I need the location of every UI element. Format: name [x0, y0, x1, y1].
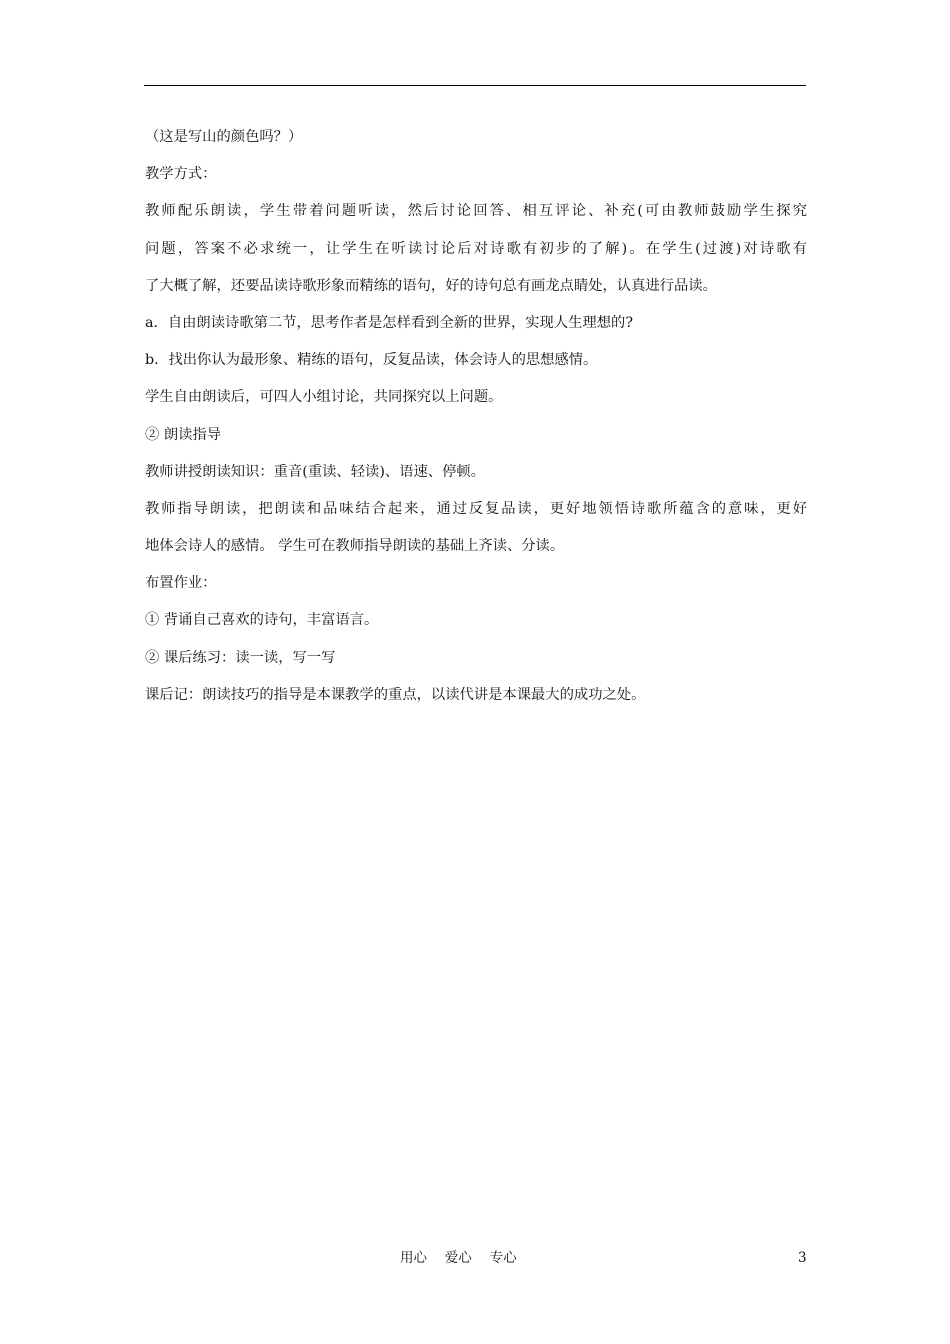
- section-heading-reading-guidance: ② 朗读指导: [145, 426, 222, 443]
- paragraph-line: 问题，答案不必求统一，让学生在听读讨论后对诗歌有初步的了解)。在学生(过渡)对诗歌有: [145, 240, 807, 257]
- paragraph-line: 学生自由朗读后，可四人小组讨论，共同探究以上问题。: [145, 389, 503, 406]
- document-body: [145, 119, 807, 714]
- homework-item-2: ② 课后练习：读一读，写一写: [145, 649, 336, 666]
- page-number: 3: [798, 1250, 807, 1266]
- paragraph-line: 教师配乐朗读，学生带着问题听读，然后讨论回答、相互评论、补充(可由教师鼓励学生探究: [145, 203, 807, 220]
- paragraph-line: 教师指导朗读，把朗读和品味结合起来，通过反复品读，更好地领悟诗歌所蕴含的意味，更好: [145, 500, 807, 517]
- footer-motto: 用心 爱心 专心: [400, 1250, 517, 1266]
- question-a: a．自由朗读诗歌第二节，思考作者是怎样看到全新的世界，实现人生理想的?: [145, 314, 633, 331]
- paragraph-line: （这是写山的颜色吗？）: [145, 129, 303, 145]
- paragraph-line: 教师讲授朗读知识：重音(重读、轻读)、语速、停顿。: [145, 463, 485, 480]
- paragraph-line: 了大概了解，还要品读诗歌形象而精练的语句，好的诗句总有画龙点睛处，认真进行品读。: [145, 277, 717, 294]
- section-heading-homework: 布置作业：: [145, 575, 217, 592]
- question-b: b．找出你认为最形象、精练的语句，反复品读，体会诗人的思想感情。: [145, 352, 598, 369]
- section-heading-teaching-method: 教学方式：: [145, 166, 217, 183]
- reflection-note: 课后记：朗读技巧的指导是本课教学的重点，以读代讲是本课最大的成功之处。: [145, 686, 646, 703]
- homework-item-1: ① 背诵自己喜欢的诗句，丰富语言。: [145, 612, 379, 629]
- paragraph-line: 地体会诗人的感情。 学生可在教师指导朗读的基础上齐读、分读。: [145, 538, 565, 555]
- header-rule: [144, 85, 806, 86]
